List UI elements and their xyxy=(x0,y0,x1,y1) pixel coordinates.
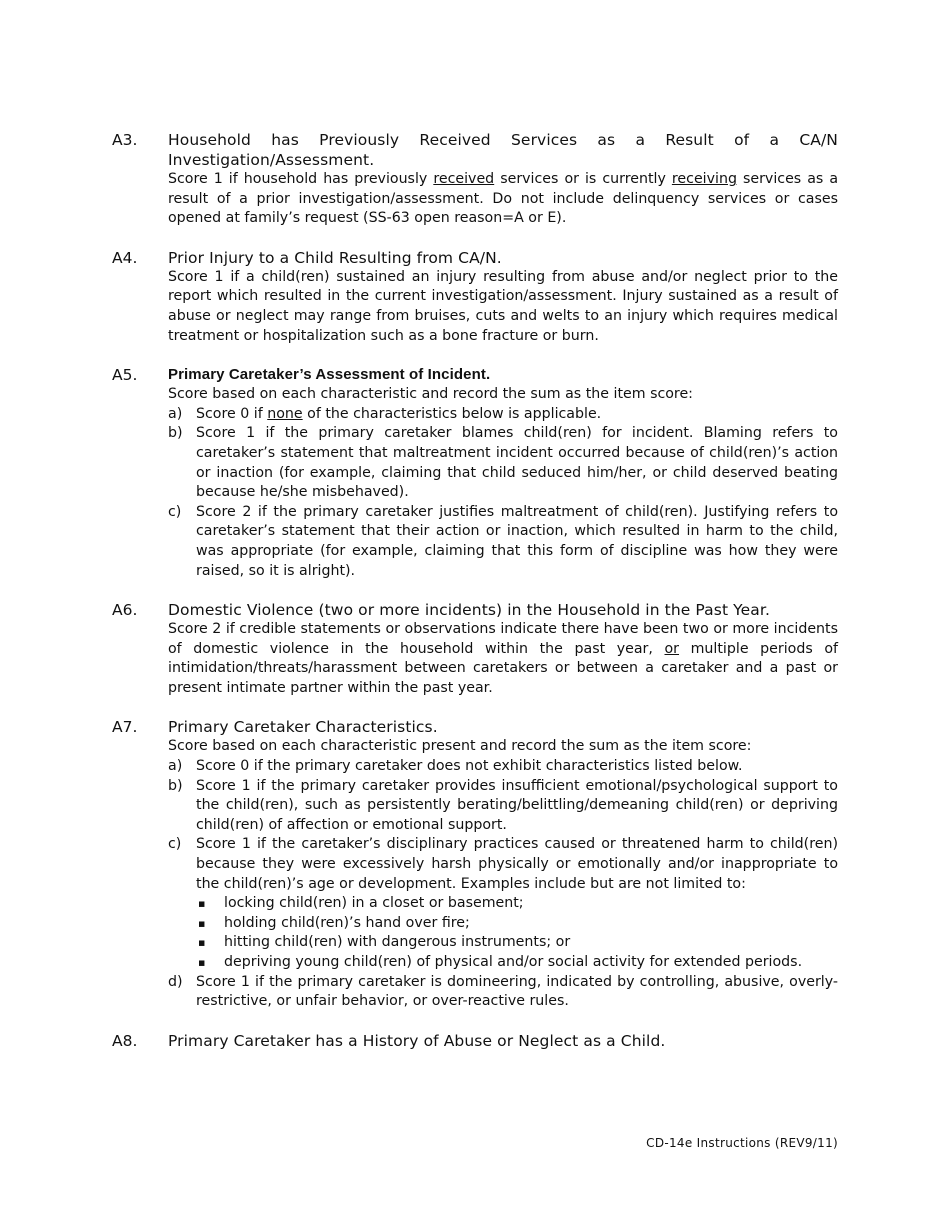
list-item xyxy=(168,757,838,777)
item-description: Score 1 if a child(ren) sustained an injury resulting from abuse and/or neglect prior to the report which resulted in the current investigation/assessment. Injury sustained as a result of abuse or neglect may range from bruises, cuts and welts to an injury which requires medical treatment or hospitalization such as a bone fracture or burn. xyxy=(168,268,838,344)
examples-list xyxy=(196,894,838,972)
list-item-text: Score 1 if the primary caretaker blames child(ren) for incident. Blaming refers to caretaker’s statement that maltreatment incident occurred because of child(ren)’s action or inaction (for example, claiming that child seduced him/her, or child deserved beating because he/she misbehaved). xyxy=(196,425,838,501)
underlined-word: or xyxy=(664,640,680,657)
item-number: A4. xyxy=(112,248,138,267)
bullet-text: holding child(ren)’s hand over fire; xyxy=(224,914,470,931)
item-intro: Score based on each characteristic and record the sum as the item score: xyxy=(168,386,693,403)
item-number: A3. xyxy=(112,131,138,149)
list-marker: b) xyxy=(168,777,183,794)
list-item xyxy=(168,973,838,1012)
item-intro: Score based on each characteristic present and record the sum as the item score: xyxy=(168,738,752,755)
bullet-text: depriving young child(ren) of physical and/or social activity for extended periods. xyxy=(224,954,803,970)
bullet-marker: ▪ xyxy=(198,936,206,950)
underlined-word: none xyxy=(267,405,303,422)
bullet-item xyxy=(196,914,838,934)
text-part: services or is currently xyxy=(494,171,672,187)
text-part: multiple periods of intimidation/threats/harassment between caretakers or between a caretaker and a past or present intimate partner within the past year. xyxy=(168,640,838,696)
list-item-text: Score 1 if the primary caretaker is domineering, indicated by controlling, abusive, overly-restrictive, or unfair behavior, or over-reactive rules. xyxy=(196,973,838,1010)
item-a7 xyxy=(112,717,838,1011)
item-description xyxy=(168,620,838,698)
item-number: A8. xyxy=(112,1031,138,1050)
list-marker: a) xyxy=(168,758,183,775)
list-item-text: Score 1 if the primary caretaker provides insufficient emotional/psychological support to the child(ren), such as persistently berating/belittling/demeaning child(ren) or depriving child(ren) of affection or emotional support. xyxy=(196,777,838,833)
bullet-item xyxy=(196,933,838,953)
list-item xyxy=(168,777,838,836)
list-marker: d) xyxy=(168,973,183,990)
criteria-list xyxy=(168,757,838,1012)
text-part: of the characteristics below is applicable. xyxy=(302,405,602,422)
bullet-item xyxy=(196,953,838,973)
item-title: Primary Caretaker has a History of Abuse or Neglect as a Child. xyxy=(168,1031,666,1050)
list-marker: c) xyxy=(168,836,182,853)
item-a6 xyxy=(112,600,838,698)
text-part: Score 1 if household has previously xyxy=(168,171,434,187)
underlined-word: receiving xyxy=(671,171,737,187)
item-number: A6. xyxy=(112,601,138,620)
underlined-word: received xyxy=(433,171,495,187)
bullet-text: hitting child(ren) with dangerous instruments; or xyxy=(224,934,571,951)
list-item-text: Score 2 if the primary caretaker justifies maltreatment of child(ren). Justifying refers to caretaker’s statement that their action or inaction, which resulted in harm to the child, was appropriate (for example, claiming that this form of discipline was how they were raised, so it is alright). xyxy=(196,503,838,579)
list-item-text: Score 0 if the primary caretaker does not exhibit characteristics listed below. xyxy=(196,758,743,775)
list-item xyxy=(168,503,838,581)
item-a3 xyxy=(112,130,838,229)
text-part: Score 2 if credible statements or observations indicate there have been two or more incidents of domestic violence in the household within the past year, xyxy=(168,621,838,657)
item-title: Household has Previously Received Services as a Result of a CA/N Investigation/Assessment. xyxy=(168,131,838,169)
list-item xyxy=(168,835,838,972)
list-marker: c) xyxy=(168,503,182,520)
list-marker: b) xyxy=(168,425,183,442)
bullet-marker: ▪ xyxy=(198,897,206,911)
item-title: Domestic Violence (two or more incidents) in the Household in the Past Year. xyxy=(168,601,770,620)
criteria-list xyxy=(168,405,838,581)
item-a4 xyxy=(112,248,838,346)
item-title: Primary Caretaker Characteristics. xyxy=(168,718,438,737)
item-a5 xyxy=(112,365,838,581)
item-description xyxy=(168,170,838,229)
bullet-marker: ▪ xyxy=(198,956,206,969)
list-item-text: Score 1 if the caretaker’s disciplinary practices caused or threatened harm to child(ren) because they were excessively harsh physically or emotionally and/or inappropriate to the child(ren)’s age or development. Examples include but are not limited to: xyxy=(196,836,838,892)
item-number: A7. xyxy=(112,718,138,737)
bullet-marker: ▪ xyxy=(198,916,206,930)
list-item xyxy=(168,405,838,425)
document-page xyxy=(112,130,838,1070)
bullet-text: locking child(ren) in a closet or basement; xyxy=(224,895,524,912)
bullet-item xyxy=(196,894,838,914)
item-a8 xyxy=(112,1031,838,1051)
text-part: Score 0 if xyxy=(196,405,268,422)
item-title: Prior Injury to a Child Resulting from CA/N. xyxy=(168,248,502,267)
item-title: Primary Caretaker’s Assessment of Incident. xyxy=(168,366,491,384)
text-part: services as a result of a prior investigation/assessment. Do not include delinquency services or cases opened at family’s request (SS-63 open reason=A or E). xyxy=(168,171,839,227)
list-marker: a) xyxy=(168,405,183,422)
list-item xyxy=(168,424,838,502)
item-number: A5. xyxy=(112,366,138,385)
page-footer: CD-14e Instructions (REV9/11) xyxy=(646,1136,838,1150)
